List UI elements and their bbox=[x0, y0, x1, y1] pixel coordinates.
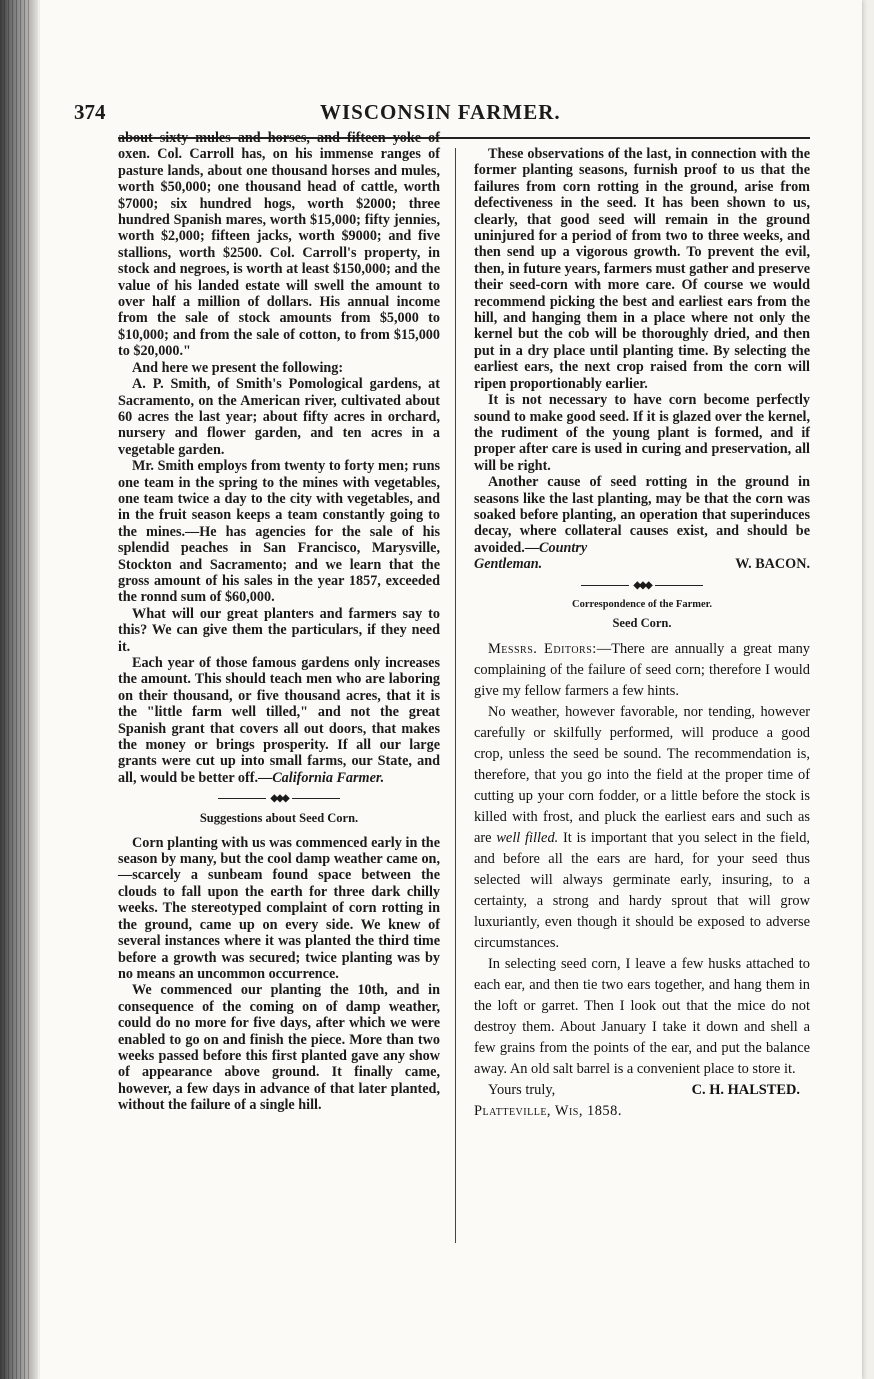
right-paragraph-2: It is not necessary to have corn become perfectly sound to make good seed. If it is glazed over the kernel, the rudiment of the young plant is formed, and if proper after care is used in curing and preservation, all will be right. bbox=[474, 392, 810, 474]
right-paragraph-3 bbox=[474, 474, 810, 556]
column-divider bbox=[455, 148, 456, 1243]
letter-emphasis: well filled. bbox=[496, 830, 559, 847]
letter-place-date: Platteville, Wis, 1858. bbox=[474, 1103, 622, 1120]
letter-body bbox=[474, 639, 810, 1122]
left-paragraph-1: about sixty mules and horses, and fifteen yoke of oxen. Col. Carroll has, on his immense ranges of pasture lands, about one thousand horses and mules, worth $50,000; one thousand head of cattle, worth $7000; six hundred hogs, worth $2000; three hundred Spanish mares, worth $15,000; fifty jennies, worth $2,000; fifteen jacks, worth $9000; and five stallions, worth $2500. Col. Carroll's property, in stock and negroes, is worth at least $150,000; and the value of his landed estate will swell the amount to over half a million of dollars. His annual income from the sale of stock amounts from $5,000 to $10,000; and from the sale of cotton, to from $15,000 to $20,000." bbox=[118, 130, 440, 360]
right-paragraph-1: These observations of the last, in connection with the former planting seasons, furnish proof to us that the failures from corn rotting in the ground, arise from defectiveness in the seed. It has been shown to us, clearly, that good seed will remain in the ground uninjured for a period of from two to three weeks, and then send up a vigorous growth. To prevent the evil, then, in future years, farmers must gather and preserve their seed-corn with more care. Of course we would recommend picking the best and earliest ears from the hill, and hanging them in a place where not only the kernel but the cob will be thoroughly dried, and then put in a dry place until planting time. By selecting the earliest ears, the next crop raised from the corn will ripen proportionably earlier. bbox=[474, 146, 810, 392]
left-paragraph-6-text: Each year of those famous gardens only increases the amount. This should teach men who are laboring on their thousand, or five thousand acres, that it is the "little farm well tilled," and not the great Spanish grant that covers all out doors, that makes the money or brings prosperity. If all our large grants were cut up into small farms, our State, and all, would be better off.— bbox=[118, 655, 440, 786]
running-title: WISCONSIN FARMER. bbox=[320, 100, 561, 124]
right-byline-author: W. BACON. bbox=[735, 556, 810, 573]
letter-signature: C. H. HALSTED. bbox=[691, 1082, 800, 1099]
left-paragraph-4: Mr. Smith employs from twenty to forty men; runs one team in the spring to the mines with vegetables, one team twice a day to the city with vegetables, and in the fruit season keeps a team constantly going to the mines.—He has agencies for the sale of his splendid peaches in San Francisco, Marysville, Stockton and Sacramento; and we learn that the gross amount of his sales in the year 1857, exceeded the ronnd sum of $60,000. bbox=[118, 458, 440, 606]
letter-paragraph-2-b: It is important that you select in the field, and before all the ears are hard, for your seed thus selected will always germinate early, insuring, to a certainty, a strong and hardy sprout that will grow luxuriantly, even though it should be exposed to adverse circumstances. bbox=[474, 830, 810, 952]
right-byline-source: Gentleman. bbox=[474, 556, 543, 573]
left-paragraph-6 bbox=[118, 655, 440, 786]
letter-paragraph-2-a: No weather, however favorable, nor tending, however carefully or skilfully performed, will produce a good crop, unless the seed be sound. The recommendation is, therefore, that you go into the field at the proper time of cutting up your corn fodder, or a little before the stock is killed with frost, and pluck the earliest ears and such as are bbox=[474, 704, 810, 847]
right-paragraph-3-text: Another cause of seed rotting in the ground in seasons like the last planting, may be that the corn was soaked before planting, an operation that superinduces decay, where collateral causes exist, and should be avoided.— bbox=[474, 474, 810, 556]
letter-signoff bbox=[474, 1080, 810, 1101]
book-binding-edge bbox=[0, 0, 38, 1379]
page-number: 374 bbox=[74, 100, 106, 124]
right-separator: ◆◆◆ bbox=[474, 581, 810, 591]
right-column bbox=[474, 146, 810, 1122]
letter-paragraph-1 bbox=[474, 639, 810, 702]
left-paragraph-5: What will our great planters and farmers say to this? We can give them the particulars, if they need it. bbox=[118, 605, 440, 655]
letter-salutation: Messrs. Editors: bbox=[488, 641, 597, 658]
left-paragraph-7: Corn planting with us was commenced early in the season by many, but the cool damp weather came on,—scarcely a sunbeam found space between the clouds to fall upon the earth for three dark chilly weeks. The stereotyped complaint of corn rotting in the ground, came up on every side. We knew of several instances where it was planted the third time before a growth was secured; twice planting was by no means an uncommon occurrence. bbox=[118, 834, 440, 982]
right-byline bbox=[474, 556, 810, 572]
left-paragraph-2: And here we present the following: bbox=[132, 359, 344, 376]
left-paragraph-8: We commenced our planting the 10th, and in consequence of the coming on of damp weather, could do no more for five days, after which we were enabled to go on and finish the piece. More than two weeks passed before this first planted gave any show of appearance above ground. It finally came, however, a few days in advance of that later planted, without the failure of a single hill. bbox=[118, 982, 440, 1114]
left-separator: ◆◆◆ bbox=[118, 794, 440, 804]
left-column bbox=[118, 130, 440, 1114]
left-paragraph-6-source: California Farmer. bbox=[272, 769, 385, 786]
letter-paragraph-2 bbox=[474, 702, 810, 954]
letter-paragraph-3: In selecting seed corn, I leave a few husks attached to each ear, and then tie two ears together, and hang them in the loft or garret. Then I look out that the mice do not destroy them. About January I take it down and shell a few grains from the points of the ear, and put the balance away. An old salt barrel is a convenient place to store it. bbox=[474, 956, 810, 1078]
left-article-heading: Suggestions about Seed Corn. bbox=[199, 811, 359, 826]
left-paragraph-3: A. P. Smith, of Smith's Pomological gardens, at Sacramento, on the American river, cultivated about 60 acres the last year; about fifty acres in orchard, nursery and flower garden, and ten acres in a vegetable garden. bbox=[118, 376, 440, 458]
page-stack-lines bbox=[4, 0, 32, 1379]
right-article-heading: Seed Corn. bbox=[612, 615, 672, 630]
letter-paragraph-1-text: —There are annually a great many complaining of the failure of seed corn; therefore I would give my fellow farmers a few hints. bbox=[474, 641, 810, 700]
right-article-kicker: Correspondence of the Farmer. bbox=[572, 598, 712, 610]
right-paragraph-3-source: Country bbox=[539, 539, 588, 556]
letter-closing: Yours truly, bbox=[488, 1082, 556, 1099]
